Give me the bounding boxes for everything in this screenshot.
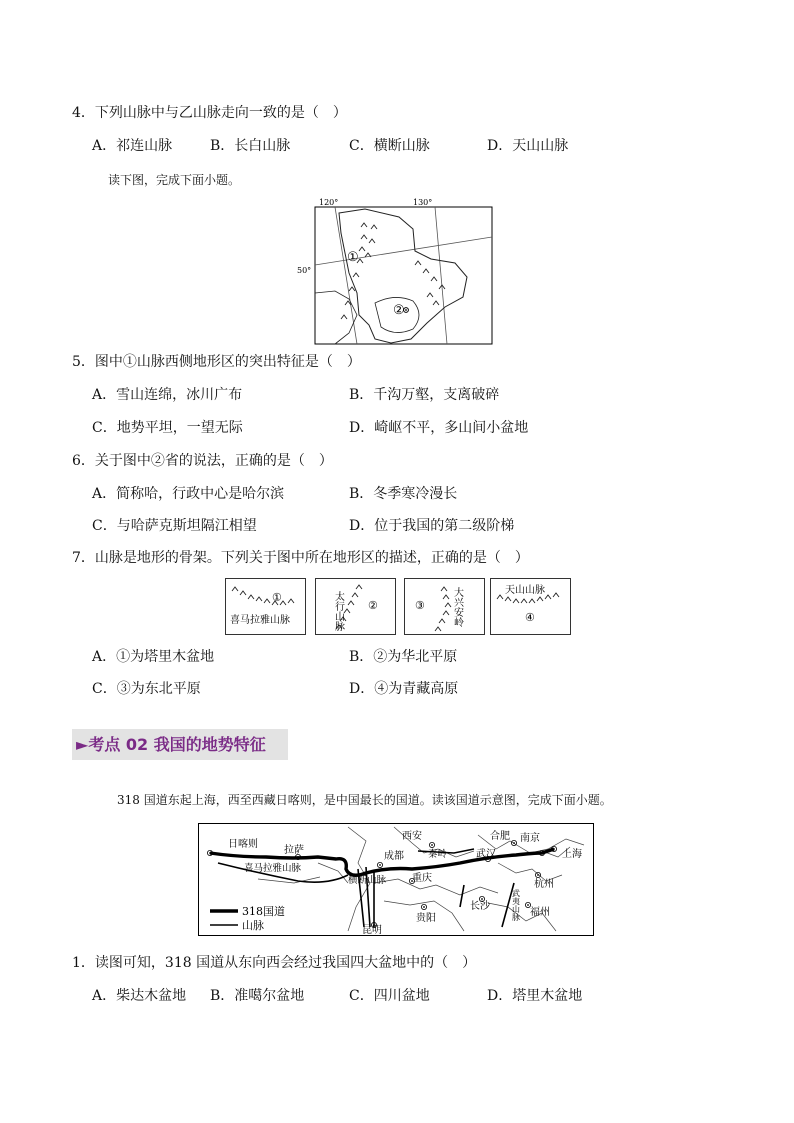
mini-map-2: [315, 578, 396, 635]
city-label-nanjing: 南京: [520, 833, 540, 844]
map2-intro: 318 国道东起上海，西至西藏日喀则，是中国最长的国道。读该国道示意图，完成下面小题。: [117, 793, 612, 807]
q5-option-b[interactable]: B．千沟万壑，支离破碎: [349, 387, 500, 403]
lat-label-50: 50°: [297, 266, 312, 275]
q4-option-a[interactable]: A．祁连山脉: [92, 138, 173, 154]
city-label-rikaze: 日喀则: [228, 839, 258, 850]
city-label-guiyang: 贵阳: [416, 913, 436, 924]
lon-label-120: 120°: [319, 198, 339, 207]
city-label-fuzhou: 福州: [530, 907, 550, 918]
q6-option-d[interactable]: D．位于我国的第二级阶梯: [349, 518, 515, 534]
mountain-label-himalaya: 喜马拉雅山脉: [244, 863, 302, 874]
mountain-label-qinling: 秦岭: [428, 849, 448, 860]
q1-option-d[interactable]: D．塔里木盆地: [487, 988, 583, 1004]
mini-marker-1: ①: [272, 591, 282, 604]
q6-option-c[interactable]: C．与哈萨克斯坦隔江相望: [92, 518, 257, 534]
mini-label-1: 喜马拉雅山脉: [230, 615, 290, 626]
marker-1: ①: [347, 250, 359, 265]
mini-label-3: 大兴安岭: [451, 587, 463, 627]
city-label-shanghai: 上海: [562, 849, 582, 860]
lon-label-130: 130°: [413, 198, 433, 207]
mini-marker-2: ②: [368, 599, 378, 612]
q4-option-c[interactable]: C．横断山脉: [349, 138, 430, 154]
city-label-changsha: 长沙: [470, 901, 490, 912]
city-label-xian: 西安: [402, 831, 422, 842]
question-1-stem: 1．读图可知，318 国道从东向西会经过我国四大盆地中的（ ）: [72, 955, 477, 971]
city-label-chengdu: 成都: [384, 851, 404, 862]
marker-2: ②: [393, 303, 405, 318]
q1-option-a[interactable]: A．柴达木盆地: [92, 988, 187, 1004]
section-arrow-icon: ►: [76, 735, 89, 754]
q6-option-b[interactable]: B．冬季寒冷漫长: [349, 486, 458, 502]
map1-intro: 读下图，完成下面小题。: [108, 173, 241, 187]
q5-option-a[interactable]: A．雪山连绵，冰川广布: [92, 387, 243, 403]
mountain-label-hengduan: 横断山脉: [348, 875, 387, 886]
city-label-wuhan: 武汉: [476, 849, 496, 860]
mini-map-1: [225, 578, 306, 635]
section-header: [72, 729, 288, 760]
q5-option-c[interactable]: C．地势平坦，一望无际: [92, 420, 243, 436]
q7-option-b[interactable]: B．②为华北平原: [349, 649, 458, 665]
city-label-hangzhou: 杭州: [534, 879, 554, 890]
question-5-stem: 5．图中①山脉西侧地形区的突出特征是（ ）: [72, 354, 361, 370]
mini-map-4: [490, 578, 571, 635]
q7-option-c[interactable]: C．③为东北平原: [92, 681, 201, 697]
question-6-stem: 6．关于图中②省的说法，正确的是（ ）: [72, 453, 333, 469]
q6-option-a[interactable]: A．简称哈，行政中心是哈尔滨: [92, 486, 285, 502]
city-label-lasa: 拉萨: [284, 845, 304, 856]
question-4-stem: 4．下列山脉中与乙山脉走向一致的是（ ）: [72, 105, 347, 121]
city-label-kunming: 昆明: [362, 925, 382, 936]
highway-318-map: [198, 823, 594, 936]
city-label-hefei: 合肥: [490, 831, 510, 842]
question-7-stem: 7．山脉是地形的骨架。下列关于图中所在地形区的描述，正确的是（ ）: [72, 550, 529, 566]
mini-marker-4: ④: [525, 611, 535, 624]
mini-label-4: 天山山脉: [505, 585, 545, 596]
q1-option-c[interactable]: C．四川盆地: [349, 988, 430, 1004]
section-title: 考点 02 我国的地势特征: [88, 735, 266, 754]
q4-option-d[interactable]: D．天山山脉: [487, 138, 569, 154]
mini-marker-3: ③: [415, 599, 425, 612]
mountain-label-wuyi: 武夷山脉: [511, 889, 521, 921]
legend-mountain: 山脉: [242, 919, 264, 932]
q4-option-b[interactable]: B．长白山脉: [210, 138, 291, 154]
legend-highway: 318国道: [242, 905, 285, 918]
q1-option-b[interactable]: B．准噶尔盆地: [210, 988, 305, 1004]
q7-option-d[interactable]: D．④为青藏高原: [349, 681, 459, 697]
northeast-map: [295, 193, 495, 345]
q7-option-a[interactable]: A．①为塔里木盆地: [92, 649, 215, 665]
city-label-chongqing: 重庆: [412, 873, 432, 884]
q5-option-d[interactable]: D．崎岖不平，多山间小盆地: [349, 420, 529, 436]
mini-map-3: [404, 578, 485, 635]
mini-label-2: 太行山脉: [332, 591, 344, 631]
